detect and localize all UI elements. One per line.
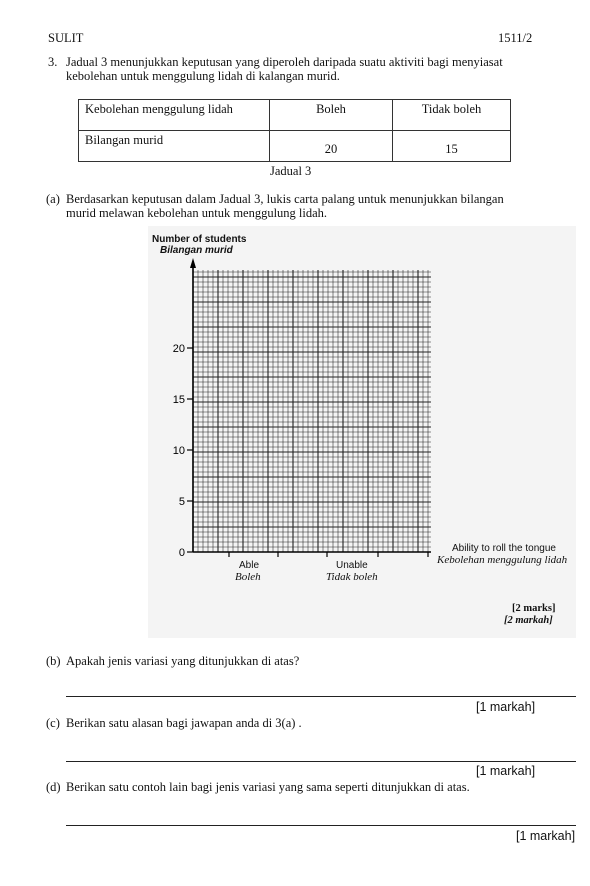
y-axis-arrow	[190, 258, 196, 268]
y-axis-label-en: Number of students	[152, 234, 247, 245]
x-category-label: Unable	[336, 560, 368, 571]
results-table	[78, 99, 511, 162]
x-axis-label-ms: Kebolehan menggulung lidah	[437, 554, 568, 566]
part-c-question: Berikan satu alasan bagi jawapan anda di 3(a) .	[66, 716, 302, 730]
part-d-label: (d)	[46, 780, 61, 794]
part-a-label: (a)	[46, 192, 60, 206]
table-row-label: Bilangan murid	[79, 131, 270, 162]
part-b-label: (b)	[46, 654, 61, 668]
question-number: 3.	[48, 55, 58, 69]
chart-marks-en: [2 marks]	[512, 603, 556, 614]
table-cell-value: 15	[393, 131, 511, 162]
y-tick-label: 5	[178, 496, 185, 508]
y-tick-label: 20	[172, 343, 185, 355]
y-axis-label-ms: Bilangan murid	[160, 245, 233, 256]
question-intro-line-2: kebolehan untuk menggulung lidah di kalangan murid.	[66, 69, 340, 83]
chart-marks-ms: [2 markah]	[504, 615, 553, 626]
part-d-question: Berikan satu contoh lain bagi jenis variasi yang sama seperti ditunjukkan di atas.	[66, 780, 470, 794]
x-category-label: Able	[239, 560, 260, 571]
x-category-label-ms: Tidak boleh	[326, 571, 378, 583]
part-c-label: (c)	[46, 716, 60, 730]
header-left: SULIT	[48, 31, 84, 45]
table-header-cell: Tidak boleh	[393, 100, 511, 131]
part-d-answer-line[interactable]	[66, 825, 576, 826]
x-category-label-ms: Boleh	[235, 571, 261, 583]
y-tick-label: 10	[172, 445, 185, 457]
table-header-cell: Kebolehan menggulung lidah	[79, 100, 270, 131]
header-right: 1511/2	[498, 31, 533, 45]
x-axis-label-en: Ability to roll the tongue	[452, 543, 556, 554]
part-b-answer-line[interactable]	[66, 696, 576, 697]
part-b-question: Apakah jenis variasi yang ditunjukkan di atas?	[66, 654, 300, 668]
part-a-line-1: Berdasarkan keputusan dalam Jadual 3, lukis carta palang untuk menunjukkan bilangan	[66, 192, 504, 206]
part-d-marks: [1 markah]	[516, 829, 576, 843]
table-header-cell: Boleh	[270, 100, 393, 131]
table-caption: Jadual 3	[270, 164, 312, 178]
y-tick-label: 15	[172, 394, 185, 406]
table-cell-value: 20	[270, 131, 393, 162]
part-c-answer-line[interactable]	[66, 761, 576, 762]
question-intro-line-1: Jadual 3 menunjukkan keputusan yang diperoleh daripada suatu aktiviti bagi menyiasat	[66, 55, 503, 69]
part-b-marks: [1 markah]	[476, 700, 536, 714]
y-tick-label: 0	[178, 547, 185, 559]
part-c-marks: [1 markah]	[476, 764, 536, 778]
part-a-line-2: murid melawan kebolehan untuk menggulung lidah.	[66, 206, 328, 220]
